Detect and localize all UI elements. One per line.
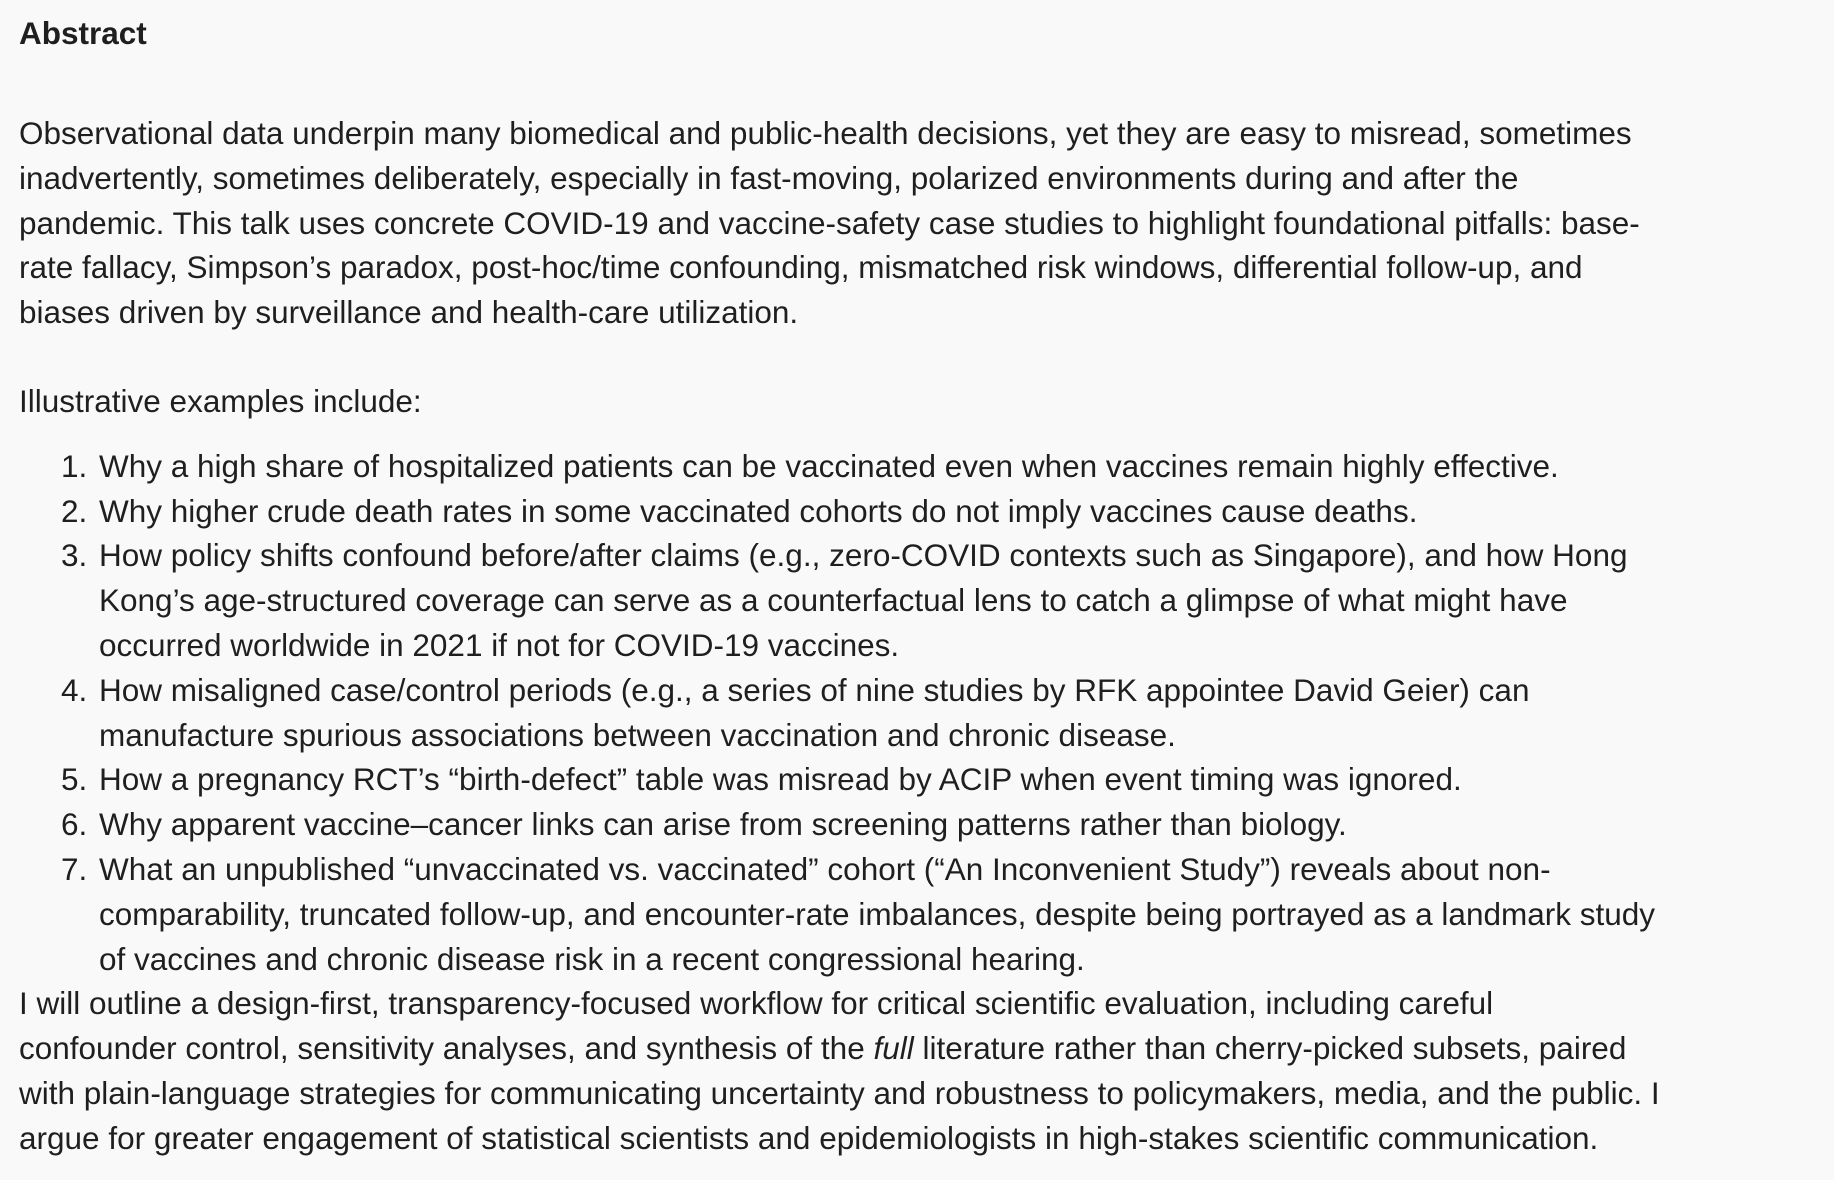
intro-line: biases driven by surveillance and health-care utilization. [19, 294, 799, 331]
list-item-number: 6. [61, 806, 88, 843]
list-item-number: 7. [61, 850, 88, 887]
list-item-number: 1. [61, 447, 88, 484]
closing-line: with plain-language strategies for communicating uncertainty and robustness to policymakers, media, and the public. I [19, 1074, 1660, 1111]
emphasis-full: full [873, 1030, 914, 1067]
intro-line: inadvertently, sometimes deliberately, especially in fast-moving, polarized environments during and after the [19, 159, 1519, 196]
list-item [19, 757, 1816, 802]
list-item-number: 4. [61, 671, 88, 708]
list-item-number: 2. [61, 492, 88, 529]
closing-line [19, 1026, 1816, 1071]
closing-line-text: literature rather than cherry-picked subsets, paired [913, 1030, 1627, 1067]
closing-line: argue for greater engagement of statistical scientists and epidemiologists in high-stakes scientific communication. [19, 1119, 1599, 1156]
list-item-line: Why a high share of hospitalized patients can be vaccinated even when vaccines remain highly effective. [99, 447, 1559, 484]
list-item-line: of vaccines and chronic disease risk in a recent congressional hearing. [99, 940, 1085, 977]
list-item-number: 3. [61, 537, 88, 574]
intro-line: pandemic. This talk uses concrete COVID-19 and vaccine-safety case studies to highlight foundational pitfalls: base- [19, 204, 1640, 241]
list-item-line: Why apparent vaccine–cancer links can arise from screening patterns rather than biology. [99, 806, 1347, 843]
list-item-line: How a pregnancy RCT’s “birth-defect” table was misread by ACIP when event timing was ignored. [99, 761, 1462, 798]
closing-line-text: confounder control, sensitivity analyses, and synthesis of the [19, 1030, 874, 1067]
list-item [19, 847, 1816, 981]
list-item [19, 533, 1816, 667]
list-item [19, 802, 1816, 847]
examples-list [19, 444, 1816, 982]
intro-paragraph [19, 111, 1816, 335]
list-item-number: 5. [61, 761, 88, 798]
list-item-line: occurred worldwide in 2021 if not for COVID-19 vaccines. [99, 626, 900, 663]
list-item-line: How policy shifts confound before/after claims (e.g., zero-COVID contexts such as Singapore), and how Hong [99, 537, 1628, 574]
list-item [19, 489, 1816, 534]
list-item [19, 444, 1816, 489]
intro-line: Observational data underpin many biomedical and public-health decisions, yet they are easy to misread, sometimes [19, 115, 1632, 151]
list-item-line: manufacture spurious associations between vaccination and chronic disease. [99, 716, 1176, 753]
abstract-heading: Abstract [19, 15, 147, 51]
examples-intro: Illustrative examples include: [19, 382, 422, 419]
closing-line: I will outline a design-first, transparency-focused workflow for critical scientific evaluation, including careful [19, 985, 1494, 1022]
list-item-line: How misaligned case/control periods (e.g., a series of nine studies by RFK appointee David Geier) can [99, 671, 1530, 708]
list-item-line: What an unpublished “unvaccinated vs. vaccinated” cohort (“An Inconvenient Study”) reveals about non- [99, 850, 1551, 887]
list-item-line: Kong’s age-structured coverage can serve as a counterfactual lens to catch a glimpse of what might have [99, 582, 1568, 619]
list-item [19, 668, 1816, 758]
closing-paragraph [19, 981, 1816, 1160]
list-item-line: comparability, truncated follow-up, and encounter-rate imbalances, despite being portrayed as a landmark study [99, 895, 1656, 932]
list-item-line: Why higher crude death rates in some vaccinated cohorts do not imply vaccines cause deaths. [99, 492, 1418, 529]
intro-line: rate fallacy, Simpson’s paradox, post-hoc/time confounding, mismatched risk windows, differential follow-up, and [19, 249, 1583, 286]
